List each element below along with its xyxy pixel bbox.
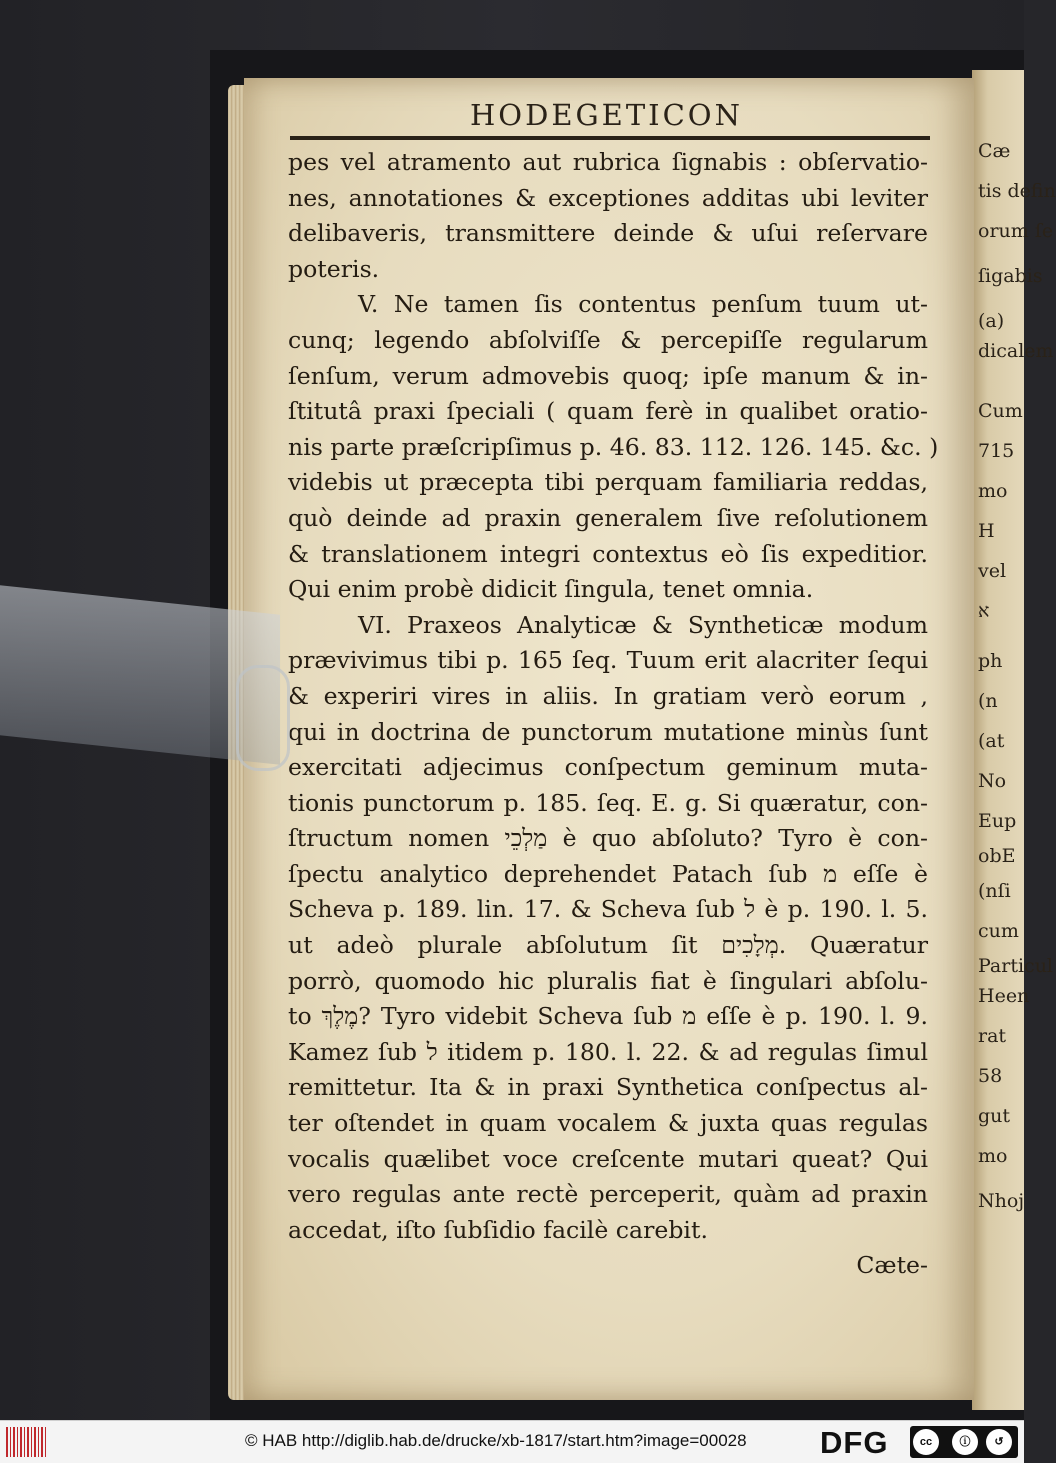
text-line: tionis punctorum p. 185. ſeq. E. g. Si quæratur, con-: [288, 788, 928, 817]
citation-link[interactable]: © HAB http://diglib.hab.de/drucke/xb-1817/start.htm?image=00028: [245, 1431, 747, 1450]
facing-page-fragment: ſigabis: [978, 265, 1043, 287]
facing-page: [972, 70, 1056, 1410]
text-line: qui in doctrina de punctorum mutatione minùs ſunt: [288, 717, 928, 746]
facing-page-fragment: 58: [978, 1065, 1003, 1087]
text-line: remittetur. Ita & in praxi Synthetica conſpectus al-: [288, 1073, 928, 1102]
facing-page-fragment: obE: [978, 845, 1016, 867]
facing-page-fragment: Nhoj: [978, 1190, 1025, 1212]
facing-page-fragment: gut: [978, 1105, 1011, 1127]
facing-page-fragment: rat: [978, 1025, 1007, 1047]
text-line: ſpectu analytico deprehendet Patach ſub מ eſſe è: [288, 859, 928, 888]
by-icon: ⓘ: [952, 1429, 978, 1455]
body-text: [288, 145, 939, 1284]
facing-page-fragment: Eup: [978, 810, 1017, 832]
cc-license-badge[interactable]: [910, 1426, 1018, 1458]
facing-page-fragment: cum: [978, 920, 1019, 942]
text-line: Cæte-: [856, 1251, 928, 1280]
facing-page-fragment: (n: [978, 690, 998, 712]
text-line: nis parte præſcripſimus p. 46. 83. 112. 126. 145. &c. ): [288, 432, 939, 461]
facing-page-fragment: Particul: [978, 955, 1054, 977]
facing-page-fragment: vel: [978, 560, 1007, 582]
dfg-logo: DFG: [820, 1425, 889, 1460]
footer-bar: [0, 1420, 1024, 1463]
facing-page-fragment: Heen: [978, 985, 1030, 1007]
facing-page-fragment: orum ſe: [978, 220, 1054, 242]
page-clip: [236, 665, 290, 771]
text-line: ut adeò plurale abſolutum ſit מְלָכִים. Quæratur: [288, 931, 928, 960]
text-line: vocalis quælibet voce creſcente mutari queat? Qui: [288, 1144, 928, 1173]
facing-page-fragment: Cum: [978, 400, 1023, 422]
running-header: HODEGETICON: [470, 98, 743, 132]
facing-page-fragment: mo: [978, 1145, 1008, 1167]
facing-page-fragment: No: [978, 770, 1007, 792]
header-rule: [290, 136, 930, 140]
text-line: vero regulas ante rectè perceperit, quàm ad praxin: [288, 1180, 928, 1209]
text-line: quò deinde ad praxin generalem ſive reſolutionem: [288, 503, 928, 532]
text-line: cunq; legendo abſolviſſe & percepiſſe regularum: [288, 325, 928, 354]
cc-icon: cc: [913, 1429, 939, 1455]
text-line: ſenſum, verum admovebis quoq; ipſe manum & in-: [288, 361, 928, 390]
facing-page-fragment: mo: [978, 480, 1008, 502]
facing-page-fragment: tis defin: [978, 180, 1056, 202]
text-line: delibaveris, transmittere deinde & uſui reſervare: [288, 219, 928, 248]
sa-label: SA: [995, 1449, 1005, 1456]
by-label: BY: [961, 1449, 971, 1456]
text-line: poteris.: [288, 254, 380, 283]
text-line: & translationem integri contextus eò ſis expeditior.: [288, 539, 928, 568]
text-line: ſtitutâ praxi ſpeciali ( quam ferè in qualibet oratio-: [288, 397, 928, 426]
facing-page-fragment: dicalem: [978, 340, 1054, 362]
facing-page-fragment: א: [978, 600, 990, 622]
text-line: Scheva p. 189. lin. 17. & Scheva ſub ל è p. 190. l. 5.: [288, 895, 928, 924]
text-line: & experiri vires in aliis. In gratiam verò eorum ,: [288, 681, 928, 710]
text-line: nes, annotationes & exceptiones additas ubi leviter: [288, 183, 928, 212]
text-line: ſtructum nomen מַלְכֵי è quo abſoluto? Tyro è con-: [288, 824, 928, 853]
sa-icon: ↺: [986, 1429, 1012, 1455]
text-line: V. Ne tamen ſis contentus penſum tuum ut-: [358, 290, 928, 319]
facing-page-fragment: 715: [978, 440, 1015, 462]
text-line: Kamez ſub ל itidem p. 180. l. 22. & ad regulas ſimul: [288, 1037, 928, 1066]
facing-page-fragment: (a): [978, 310, 1005, 332]
text-line: exercitati adjecimus conſpectum geminum muta-: [288, 753, 928, 782]
text-line: videbis ut præcepta tibi perquam familiaria reddas,: [288, 468, 928, 497]
text-line: VI. Praxeos Analyticæ & Syntheticæ modum: [358, 610, 928, 639]
facing-page-fragment: (nſi: [978, 880, 1011, 902]
text-line: accedat, iſto ſubſidio facilè carebit.: [288, 1215, 708, 1244]
facing-page-fragment: H: [978, 520, 995, 542]
barcode-icon: [6, 1427, 48, 1457]
text-line: Qui enim probè didicit ſingula, tenet omnia.: [288, 575, 814, 604]
text-line: to מֶלֶךְ? Tyro videbit Scheva ſub מ eſſe è p. 190. l. 9.: [288, 1002, 928, 1031]
facing-page-fragment: (at: [978, 730, 1005, 752]
text-line: pes vel atramento aut rubrica ſignabis : obſervatio-: [288, 148, 928, 176]
facing-page-fragment: Cæ: [978, 140, 1011, 162]
text-line: prævivimus tibi p. 165 ſeq. Tuum erit alacriter ſequi: [288, 646, 928, 675]
facing-page-fragment: ph: [978, 650, 1003, 672]
text-line: ter oſtendet in quam vocalem & juxta quas regulas: [288, 1109, 928, 1138]
text-line: porrò, quomodo hic pluralis fiat è ſingulari abſolu-: [288, 966, 928, 995]
